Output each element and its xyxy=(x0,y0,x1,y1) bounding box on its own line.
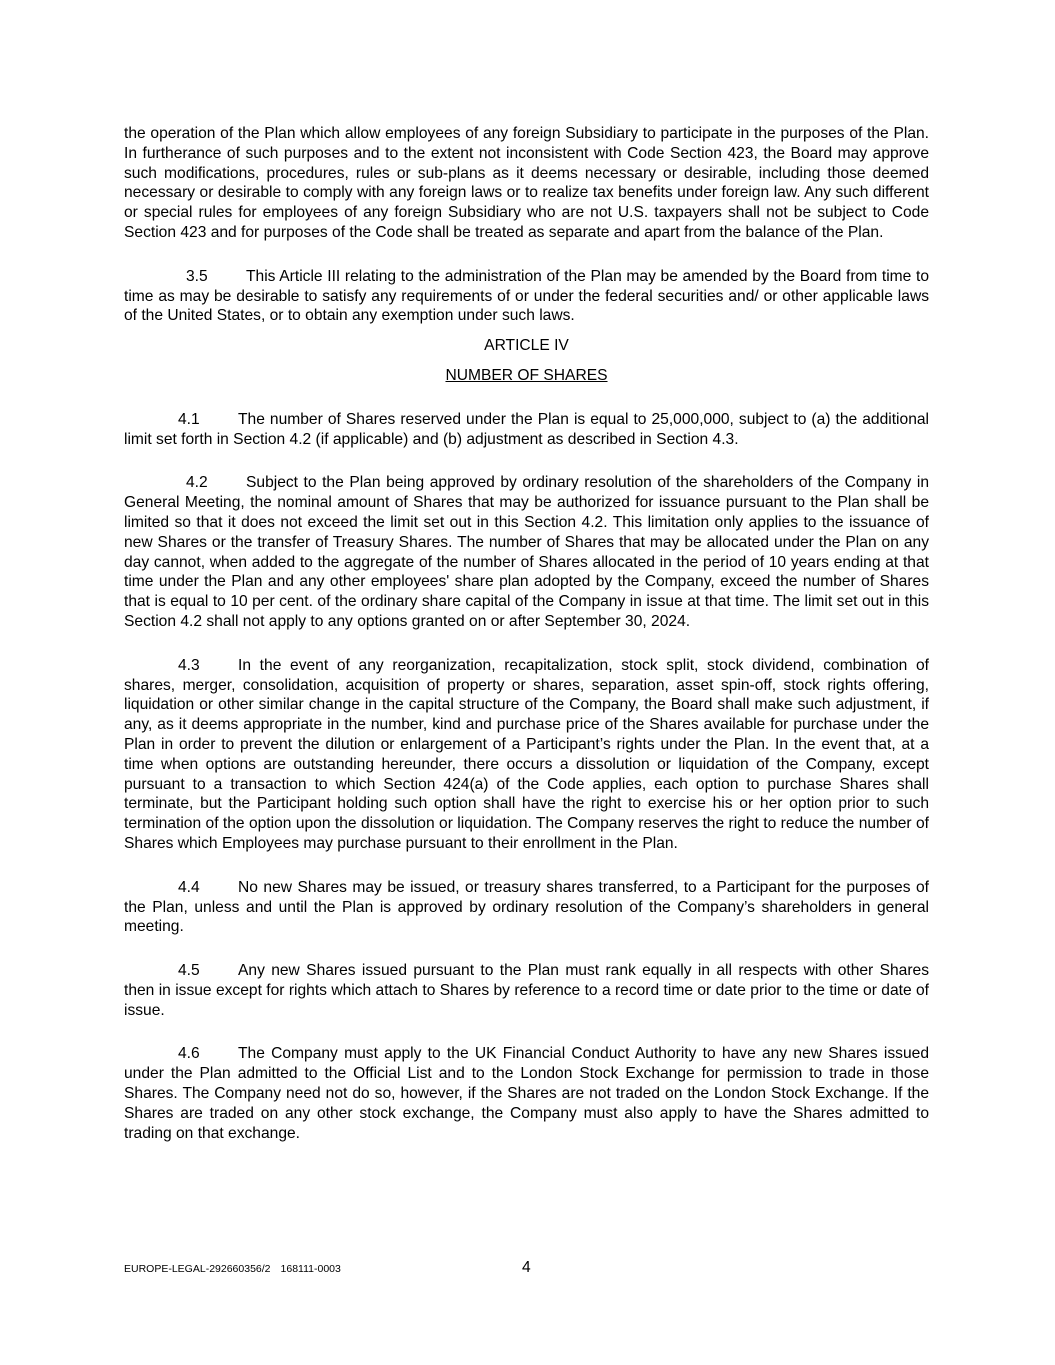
section-text: No new Shares may be issued, or treasury shares transferred, to a Participant for the purposes of the Plan, unless and until the Plan is approved by ordinary resolution of the Company’s shareholders in general meeting. xyxy=(124,878,929,936)
section-text: Any new Shares issued pursuant to the Plan must rank equally in all respects with other Shares then in issue except for rights which attach to Shares by reference to a record time or date prior to the time or date of issue. xyxy=(124,962,929,1019)
section-number: 4.2 xyxy=(186,474,208,492)
section-4-2 xyxy=(124,473,929,631)
section-text: The Company must apply to the UK Financial Conduct Authority to have any new Shares issued under the Plan admitted to the Official List and to the London Stock Exchange for permission to trade in those Shares. The Company need not do so, however, if the Shares are not traded on the London Stock Exchange. If the Shares are traded on any other stock exchange, the Company must also apply to have the Shares admitted to trading on that exchange. xyxy=(124,1045,929,1142)
section-4-6 xyxy=(124,1044,929,1143)
document-page xyxy=(124,124,929,1143)
section-number: 4.5 xyxy=(178,962,200,980)
section-text: This Article III relating to the administration of the Plan may be amended by the Board from time to time as may be desirable to satisfy any requirements of or under the federal securities and/ or other applicable laws of the United States, or to obtain any exemption under such laws. xyxy=(124,267,929,325)
footer-document-reference xyxy=(124,1263,341,1275)
section-4-5 xyxy=(124,961,929,1020)
section-number: 4.3 xyxy=(178,656,200,674)
section-text: Subject to the Plan being approved by ordinary resolution of the shareholders of the Company in General Meeting, the nominal amount of Shares that may be authorized for issuance pursuant to the Plan shall be limited so that it does not exceed the limit set out in this Section 4.2. This limitation only applies to the issuance of new Shares or the transfer of Treasury Shares. The number of Shares that may be allocated under the Plan on any day cannot, when added to the aggregate of the number of Shares allocated in the period of 10 years ending at that time under the Plan and any other employees' share plan adopted by the Company, exceed the number of Shares that is equal to 10 per cent. of the ordinary share capital of the Company in issue at that time. The limit set out in this Section 4.2 shall not apply to any options granted on or after September 30, 2024. xyxy=(124,474,929,630)
article-title: NUMBER OF SHARES xyxy=(445,366,608,384)
section-4-1 xyxy=(124,410,929,450)
section-text: In the event of any reorganization, recapitalization, stock split, stock dividend, combination of shares, merger, consolidation, acquisition of property or shares, separation, asset spin-off, stock rights offering, liquidation or other similar change in the capital structure of the Company, the Board shall make such adjustment, if any, as it deems appropriate in the number, kind and purchase price of the Shares available for purchase under the Plan in order to prevent the dilution or enlargement of a Participant’s rights under the Plan. In the event that, at a time when options are outstanding hereunder, there occurs a dissolution or liquidation of the Company, except pursuant to a transaction to which Section 424(a) of the Code applies, each option to purchase Shares shall terminate, but the Participant holding such option shall have the right to exercise his or her option prior to such termination of the option upon the dissolution or liquidation. The Company reserves the right to reduce the number of Shares which Employees may purchase pursuant to their enrollment in the Plan. xyxy=(124,656,929,852)
doc-ref: EUROPE-LEGAL-292660356/2 xyxy=(124,1263,271,1275)
section-number: 3.5 xyxy=(186,267,208,285)
section-3-5 xyxy=(124,267,929,326)
section-text: The number of Shares reserved under the Plan is equal to 25,000,000, subject to (a) the additional limit set forth in Section 4.2 (if applicable) and (b) adjustment as described in Section 4.3. xyxy=(124,410,929,448)
section-4-4 xyxy=(124,878,929,937)
article-heading: ARTICLE IV xyxy=(484,337,569,355)
section-4-3 xyxy=(124,656,929,854)
section-number: 4.1 xyxy=(178,410,200,428)
continued-paragraph: the operation of the Plan which allow employees of any foreign Subsidiary to participate in the purposes of the Plan. In furtherance of such purposes and to the extent not inconsistent with Code Section 423, the Board may approve such modifications, procedures, rules or sub-plans as it deems necessary or desirable, including those deemed necessary or desirable to comply with any foreign laws or to realize tax benefits under foreign law. Any such different or special rules for employees of any foreign Subsidiary who are not U.S. taxpayers shall not be subject to Code Section 423 and for purposes of the Code shall be treated as separate and apart from the balance of the Plan. xyxy=(124,125,929,241)
page-number: 4 xyxy=(522,1259,531,1276)
section-number: 4.4 xyxy=(178,878,200,896)
matter-ref: 168111-0003 xyxy=(280,1263,341,1275)
section-number: 4.6 xyxy=(178,1045,200,1063)
